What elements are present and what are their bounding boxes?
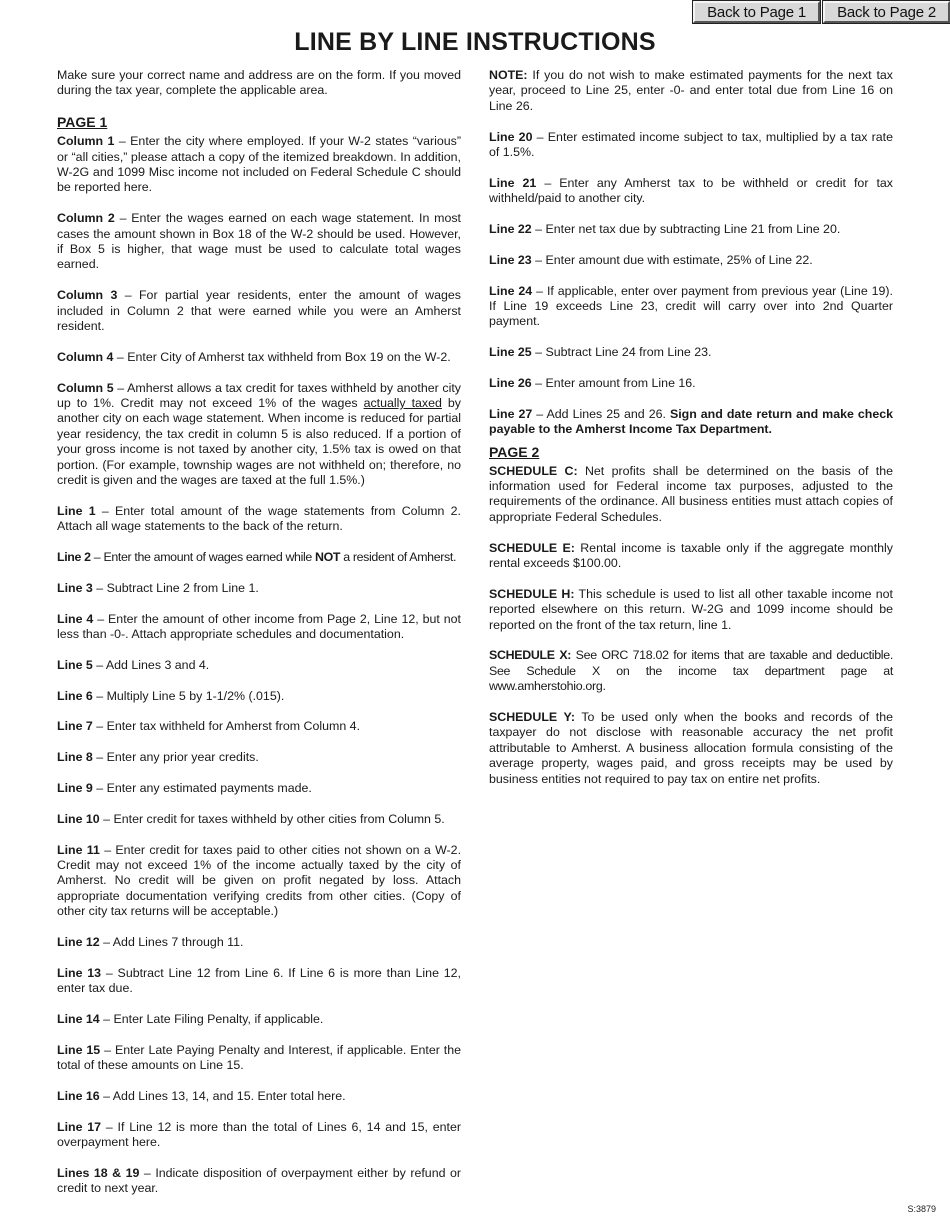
- lines18-19-label: Lines 18 & 19: [57, 1166, 140, 1181]
- line9-text: – Enter any estimated payments made.: [92, 781, 312, 796]
- column2-text: – Enter the wages earned on each wage statement. In most cases the amount shown in Box 18 of the W-2 should be used. However, if Box 5 is higher, that wage must be used to calculate total wages earned.: [57, 211, 461, 272]
- line10-instruction: [57, 812, 461, 827]
- schedule-h-label: SCHEDULE H:: [489, 586, 575, 601]
- line7-label: Line 7: [57, 719, 93, 734]
- line3-text: – Subtract Line 2 from Line 1.: [92, 580, 259, 595]
- line20-instruction: [489, 130, 893, 161]
- note-instruction: [489, 68, 893, 114]
- schedule-e-text: Rental income is taxable only if the aggregate monthly rental exceeds $100.00.: [489, 540, 893, 571]
- back-to-page1-button[interactable]: Back to Page 1: [693, 1, 820, 23]
- line8-label: Line 8: [57, 750, 93, 765]
- column1-instruction: [57, 134, 461, 196]
- schedule-y-label: SCHEDULE Y:: [489, 710, 575, 725]
- line12-text: – Add Lines 7 through 11.: [99, 935, 244, 950]
- line15-instruction: [57, 1043, 461, 1074]
- line10-label: Line 10: [57, 811, 100, 826]
- schedule-h-instruction: [489, 587, 893, 633]
- line17-label: Line 17: [57, 1119, 102, 1134]
- line13-text: – Subtract Line 12 from Line 6. If Line 6 is more than Line 12, enter tax due.: [57, 965, 461, 996]
- line26-instruction: [489, 376, 893, 391]
- line25-label: Line 25: [489, 345, 532, 360]
- line4-text: – Enter the amount of other income from Page 2, Line 12, but not less than -0-. Attach appropriate schedules and documentation.: [57, 611, 461, 642]
- line17-instruction: [57, 1120, 461, 1151]
- line22-instruction: [489, 222, 893, 237]
- right-column: [489, 68, 893, 802]
- column5-label: Column 5: [57, 380, 114, 395]
- line2-text-a: – Enter the amount of wages earned while: [90, 550, 316, 565]
- line1-text: – Enter total amount of the wage statements from Column 2. Attach all wage statements to the back of the return.: [57, 503, 461, 534]
- line16-instruction: [57, 1089, 461, 1104]
- line4-label: Line 4: [57, 611, 94, 626]
- schedule-e-instruction: [489, 541, 893, 572]
- page-code: S:3879: [907, 1204, 936, 1214]
- line1-label: Line 1: [57, 503, 96, 518]
- line7-text: – Enter tax withheld for Amherst from Column 4.: [92, 719, 361, 734]
- line26-text: – Enter amount from Line 16.: [531, 376, 696, 391]
- nav-buttons: [693, 1, 950, 23]
- schedule-y-instruction: [489, 710, 893, 787]
- line26-label: Line 26: [489, 376, 532, 391]
- line24-text: – If applicable, enter over payment from previous year (Line 19). If Line 19 exceeds Line 23, credit will carry over into 2nd Quarter payment.: [489, 283, 893, 329]
- line3-label: Line 3: [57, 580, 93, 595]
- line2-instruction: [57, 550, 461, 565]
- column3-instruction: [57, 288, 461, 334]
- line9-instruction: [57, 781, 461, 796]
- line12-instruction: [57, 935, 461, 950]
- line11-text: – Enter credit for taxes paid to other cities not shown on a W-2. Credit may not exceed 1% of the income actually taxed by the city of Amherst. No credit will be given on profit negated by loss. Attach appropriate documentation verifying credits from other cities. (Copy of other city tax returns will be acceptable.): [57, 842, 462, 919]
- schedule-c-label: SCHEDULE C:: [489, 463, 578, 478]
- line12-label: Line 12: [57, 935, 100, 950]
- line13-instruction: [57, 966, 461, 997]
- column5-underlined: actually taxed: [363, 396, 442, 411]
- line6-instruction: [57, 689, 461, 704]
- line15-label: Line 15: [57, 1042, 101, 1057]
- line21-instruction: [489, 176, 893, 207]
- column3-text: – For partial year residents, enter the amount of wages included in Column 2 that were earned while you were an Amherst resident.: [57, 288, 461, 334]
- line8-instruction: [57, 750, 461, 765]
- line14-instruction: [57, 1012, 461, 1027]
- lines18-19-instruction: [57, 1166, 461, 1197]
- line14-text: – Enter Late Filing Penalty, if applicable.: [99, 1012, 324, 1027]
- line23-label: Line 23: [489, 252, 532, 267]
- line25-text: – Subtract Line 24 from Line 23.: [531, 345, 712, 360]
- line23-text: – Enter amount due with estimate, 25% of Line 22.: [531, 252, 813, 267]
- line2-label: Line 2: [57, 550, 91, 565]
- schedule-x-instruction: [489, 648, 893, 694]
- line2-text-b: a resident of Amherst.: [340, 550, 457, 565]
- line24-instruction: [489, 284, 893, 330]
- schedule-y-text: To be used only when the books and records of the taxpayer do not disclose with reasonable accuracy the net profit attributable to Amherst. A business allocation formula consisting of the average property, wages paid, and gross receipts may be used by business entities not required to pay tax on entire net profits.: [489, 710, 893, 786]
- column5-text-b: by another city on each wage statement. When income is reduced for partial year residency, the tax credit in column 5 is also reduced. If a portion of your gross income is not taxed by another city, 1.5% tax is owed on that portion. (For example, township wages are not withheld on; therefore, no credit is given and the wages are taxed at the full 1.5%.): [57, 396, 462, 488]
- line16-label: Line 16: [57, 1089, 100, 1104]
- line20-label: Line 20: [489, 129, 533, 144]
- back-to-page2-button[interactable]: Back to Page 2: [823, 1, 950, 23]
- column5-text-a: – Amherst allows a tax credit for taxes withheld by another city up to 1%. Credit may not exceed 1% of the wages: [57, 380, 461, 411]
- line25-instruction: [489, 345, 893, 360]
- column4-instruction: [57, 350, 461, 365]
- column1-label: Column 1: [57, 134, 115, 149]
- line8-text: – Enter any prior year credits.: [92, 750, 259, 765]
- left-column: [57, 68, 461, 1212]
- page1-heading: PAGE 1: [57, 114, 108, 131]
- line16-text: – Add Lines 13, 14, and 15. Enter total here.: [99, 1089, 346, 1104]
- page-title: LINE BY LINE INSTRUCTIONS: [294, 28, 656, 56]
- line10-text: – Enter credit for taxes withheld by other cities from Column 5.: [99, 811, 445, 826]
- line14-label: Line 14: [57, 1012, 100, 1027]
- line27-bold: Sign and date return and make check payable to the Amherst Income Tax Department.: [489, 406, 894, 437]
- lines18-19-text: – Indicate disposition of overpayment either by refund or credit to next year.: [57, 1166, 462, 1196]
- schedule-h-text: This schedule is used to list all other taxable income not reported elsewhere on this return. W-2G and 1099 income should be reported on the front of the tax return, line 1.: [489, 586, 893, 632]
- column2-label: Column 2: [57, 211, 115, 226]
- column1-text: – Enter the city where employed. If your W-2 states “various” or “all cities,” please attach a copy of the itemized breakdown. In addition, W-2G and 1099 Misc income not included on Federal Schedule C should be reported here.: [57, 134, 461, 195]
- line2-bold: NOT: [315, 550, 341, 565]
- line6-text: – Multiply Line 5 by 1-1/2% (.015).: [92, 688, 285, 703]
- line4-instruction: [57, 612, 461, 643]
- line5-label: Line 5: [57, 657, 93, 672]
- line20-text: – Enter estimated income subject to tax, multiplied by a tax rate of 1.5%.: [489, 129, 893, 160]
- line24-label: Line 24: [489, 283, 533, 298]
- line21-text: – Enter any Amherst tax to be withheld or credit for tax withheld/paid to another city.: [489, 175, 894, 206]
- line11-label: Line 11: [57, 842, 100, 857]
- line22-text: – Enter net tax due by subtracting Line 21 from Line 20.: [531, 222, 841, 237]
- schedule-x-text: See ORC 718.02 for items that are taxable and deductible. See Schedule X on the income tax department page at www.amherstohio.org.: [489, 648, 893, 694]
- schedule-c-instruction: [489, 464, 893, 526]
- column3-label: Column 3: [57, 288, 118, 303]
- line27-instruction: [489, 407, 893, 438]
- line22-label: Line 22: [489, 222, 532, 237]
- line9-label: Line 9: [57, 781, 93, 796]
- line6-label: Line 6: [57, 688, 93, 703]
- line17-text: – If Line 12 is more than the total of Lines 6, 14 and 15, enter overpayment here.: [57, 1119, 461, 1150]
- column5-instruction: [57, 381, 461, 489]
- line5-text: – Add Lines 3 and 4.: [92, 657, 210, 672]
- note-label: NOTE:: [489, 68, 528, 82]
- line3-instruction: [57, 581, 461, 596]
- column2-instruction: [57, 211, 461, 273]
- line15-text: – Enter Late Paying Penalty and Interest, if applicable. Enter the total of these amounts on Line 15.: [57, 1042, 461, 1073]
- line11-instruction: [57, 843, 461, 920]
- intro-text: Make sure your correct name and address are on the form. If you moved during the tax year, complete the applicable area.: [57, 68, 461, 98]
- schedule-x-label: SCHEDULE X:: [489, 648, 572, 663]
- line1-instruction: [57, 504, 461, 535]
- line27-label: Line 27: [489, 406, 533, 421]
- line21-label: Line 21: [489, 175, 537, 190]
- line7-instruction: [57, 719, 461, 734]
- schedule-e-label: SCHEDULE E:: [489, 540, 575, 555]
- schedule-c-text: Net profits shall be determined on the basis of the information used for Federal income tax purposes, adjusted to the requirements of the ordinance. All business entities must attach copies of appropriate Federal Schedules.: [489, 463, 893, 524]
- line13-label: Line 13: [57, 965, 102, 980]
- page2-heading: PAGE 2: [489, 443, 540, 460]
- line5-instruction: [57, 658, 461, 673]
- column4-label: Column 4: [57, 349, 114, 364]
- column4-text: – Enter City of Amherst tax withheld from Box 19 on the W-2.: [113, 349, 451, 364]
- line27-text: – Add Lines 25 and 26.: [532, 406, 670, 421]
- note-text: If you do not wish to make estimated payments for the next tax year, proceed to Line 25, enter -0- and enter total due from Line 16 on Line 26.: [489, 68, 893, 113]
- line23-instruction: [489, 253, 893, 268]
